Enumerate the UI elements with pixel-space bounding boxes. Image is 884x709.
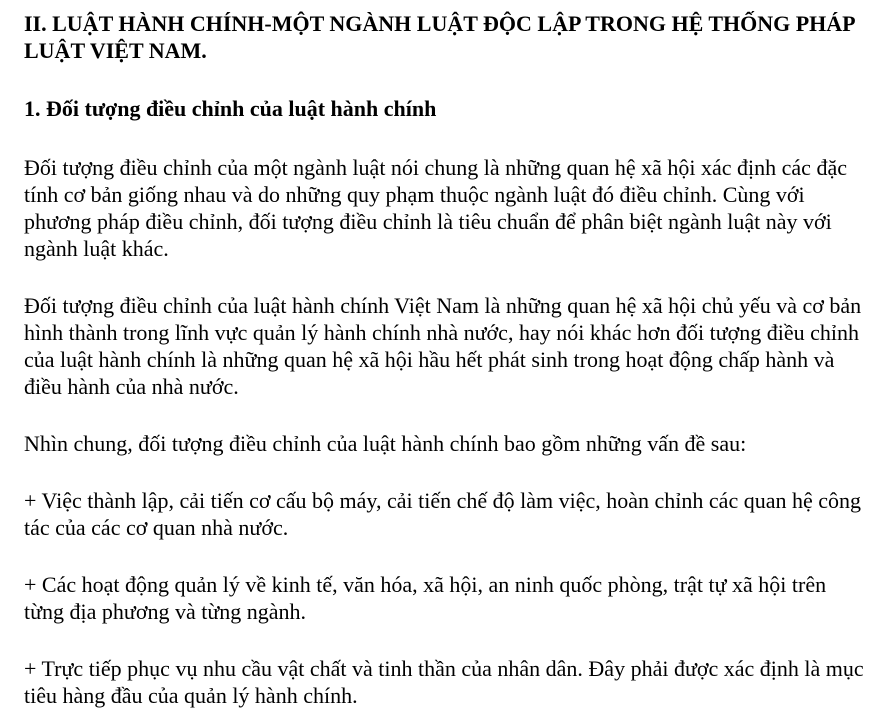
paragraph-overview: Nhìn chung, đối tượng điều chỉnh của luật hành chính bao gồm những vấn đề sau: (24, 431, 747, 456)
paragraph-vietnam-admin-law: Đối tượng điều chỉnh của luật hành chính Việt Nam là những quan hệ xã hội chủ yếu và cơ bản hình thành trong lĩnh vực quản lý hành chính nhà nước, hay nói khác hơn đối tượng điều chỉnh của luật hành chính là những quan hệ xã hội hầu hết phát sinh trong hoạt động chấp hành và điều hành của nhà nước. (24, 293, 862, 399)
paragraph-definition: Đối tượng điều chỉnh của một ngành luật nói chung là những quan hệ xã hội xác định các đặc tính cơ bản giống nhau và do những quy phạm thuộc ngành luật đó điều chỉnh. Cùng với phương pháp điều chỉnh, đối tượng điều chỉnh là tiêu chuẩn để phân biệt ngành luật này với ngành luật khác. (24, 155, 847, 261)
section-title: II. LUẬT HÀNH CHÍNH-MỘT NGÀNH LUẬT ĐỘC LẬP TRONG HỆ THỐNG PHÁP LUẬT VIỆT NAM. (24, 11, 855, 63)
subsection-title: 1. Đối tượng điều chỉnh của luật hành chính (24, 96, 437, 121)
list-item-management-activities: + Các hoạt động quản lý về kinh tế, văn hóa, xã hội, an ninh quốc phòng, trật tự xã hội trên từng địa phương và từng ngành. (24, 572, 827, 624)
document-page (24, 10, 870, 709)
list-item-serving-people: + Trực tiếp phục vụ nhu cầu vật chất và tinh thần của nhân dân. Đây phải được xác định là mục tiêu hàng đầu của quản lý hành chính. (24, 656, 864, 708)
list-item-organization: + Việc thành lập, cải tiến cơ cấu bộ máy, cải tiến chế độ làm việc, hoàn chỉnh các quan hệ công tác của các cơ quan nhà nước. (24, 488, 861, 540)
